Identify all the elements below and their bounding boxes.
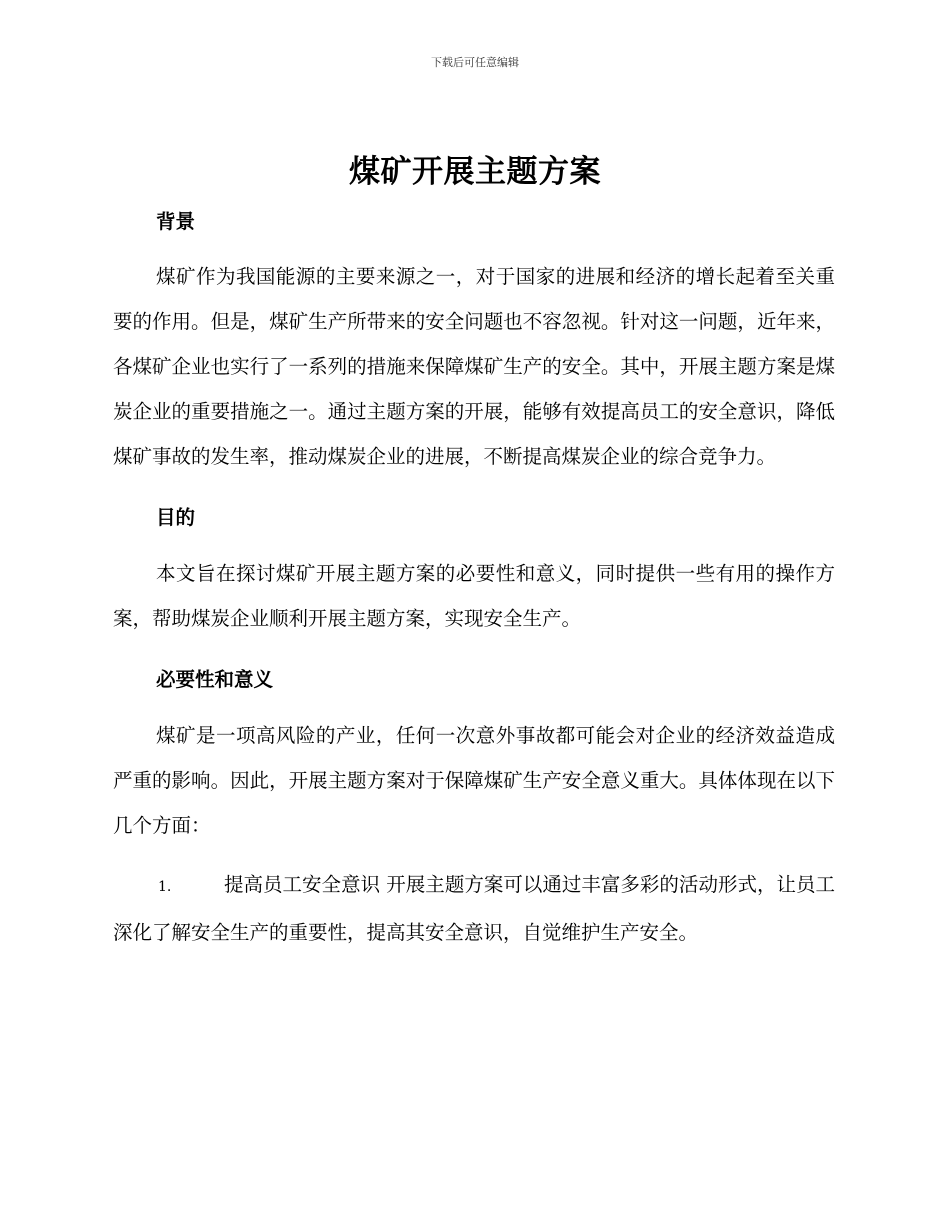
document-title: 煤矿开展主题方案 — [349, 154, 601, 190]
section-heading-purpose: 目的 — [156, 506, 196, 529]
section-heading-necessity: 必要性和意义 — [156, 668, 274, 691]
section-necessity — [113, 661, 835, 955]
document-body — [113, 203, 835, 955]
section-heading-background: 背景 — [156, 210, 196, 233]
list-item-text: 提高员工安全意识 开展主题方案可以通过丰富多彩的活动形式，让员工深化了解安全生产的重要性，提高其安全意识，自觉维护生产安全。 — [113, 873, 835, 944]
section-background — [113, 203, 835, 479]
paragraph-background: 煤矿作为我国能源的主要来源之一，对于国家的进展和经济的增长起着至关重要的作用。但是，煤矿生产所带来的安全问题也不容忽视。针对这一问题，近年来，各煤矿企业也实行了一系列的措施来保障煤矿生产的安全。其中，开展主题方案是煤炭企业的重要措施之一。通过主题方案的开展，能够有效提高员工的安全意识，降低煤矿事故的发生率，推动煤炭企业的进展，不断提高煤炭企业的综合竞争力。 — [113, 265, 835, 468]
paragraph-necessity: 煤矿是一项高风险的产业，任何一次意外事故都可能会对企业的经济效益造成严重的影响。因此，开展主题方案对于保障煤矿生产安全意义重大。具体体现在以下几个方面： — [113, 724, 835, 837]
list-item — [113, 862, 835, 955]
section-purpose — [113, 499, 835, 641]
paragraph-purpose: 本文旨在探讨煤矿开展主题方案的必要性和意义，同时提供一些有用的操作方案，帮助煤炭企业顺利开展主题方案，实现安全生产。 — [113, 562, 835, 630]
page-header-note: 下载后可任意编辑 — [431, 56, 519, 69]
list-item-number: 1. — [158, 879, 172, 895]
